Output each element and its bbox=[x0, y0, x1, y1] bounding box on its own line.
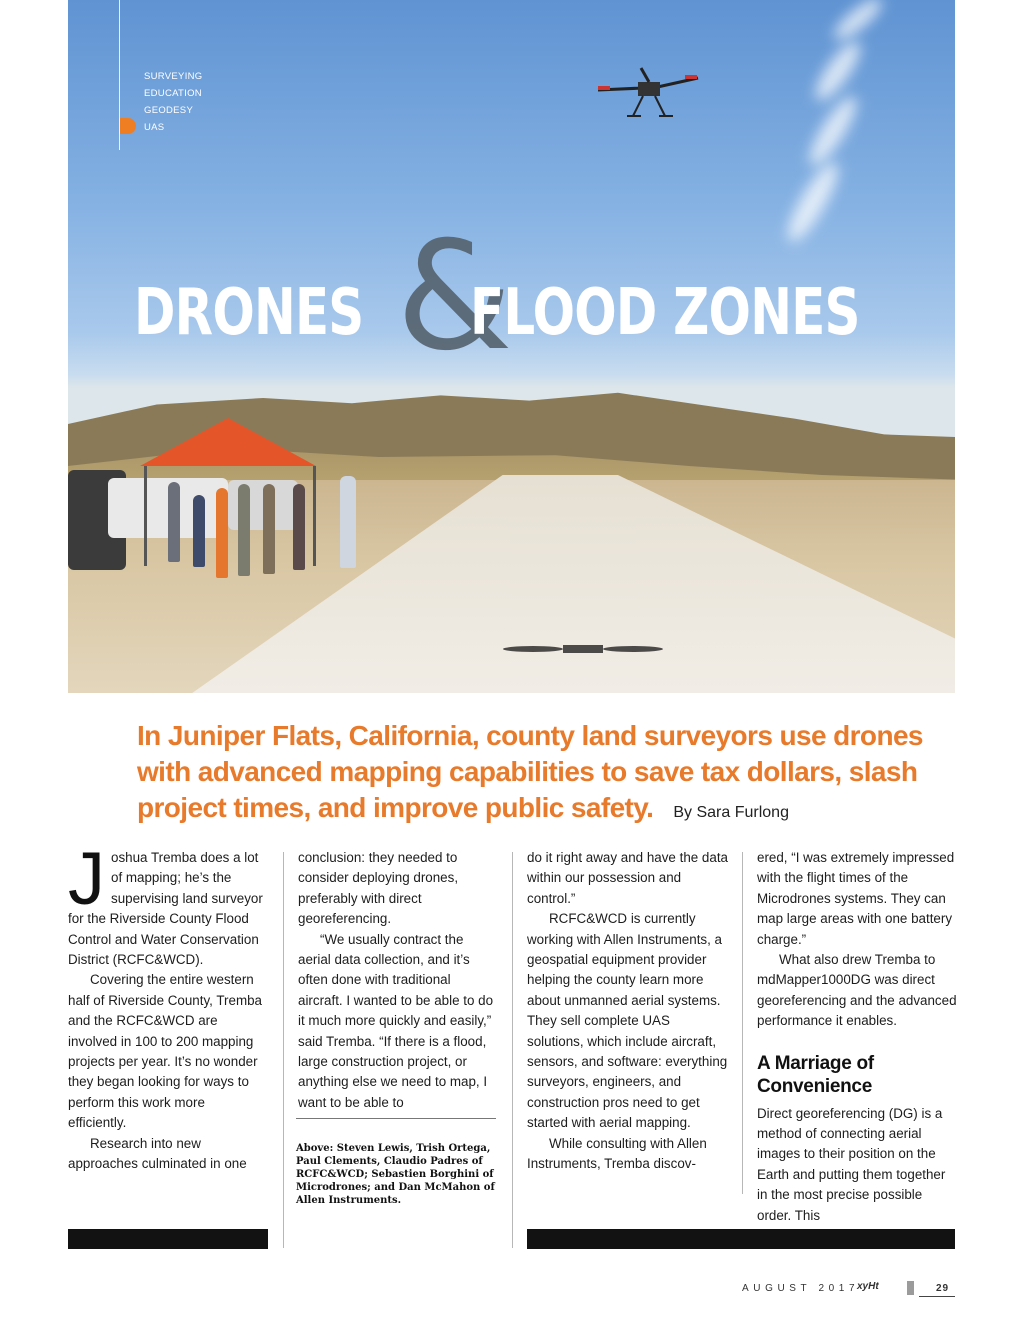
drone-shadow bbox=[503, 640, 663, 658]
person bbox=[193, 495, 205, 567]
paragraph: Covering the entire western half of Riverside County, Tremba and the RCFC&WCD are involved in 100 to 200 mapping projects per year. It’s no wonder they began looking for ways to perform this work more efficiently. bbox=[68, 972, 262, 1131]
article-column-4 bbox=[757, 848, 957, 1226]
cloud bbox=[780, 157, 846, 247]
page-number: 29 bbox=[936, 1283, 950, 1294]
title-drones: DRONES bbox=[134, 276, 364, 350]
paragraph: “We usually contract the aerial data collection, and it’s often done with traditional aircraft. I wanted to be able to do it much more quickly and easily,” said Tremba. “If there is a flood, large construction project, or anything else we need to map, I want to be able to bbox=[298, 931, 494, 1110]
paragraph: conclusion: they needed to consider deploying drones, preferably with direct georeferencing. bbox=[298, 850, 459, 927]
paragraph: oshua Tremba does a lot of mapping; he’s the supervising land surveyor for the Riverside County Flood Control and Water Conservation District (RCFC&WCD). bbox=[68, 850, 263, 968]
section-tag: EDUCATION bbox=[144, 88, 202, 99]
article-title bbox=[134, 210, 894, 384]
person bbox=[216, 488, 228, 578]
paragraph: do it right away and have the data within our possession and control.” bbox=[527, 850, 728, 906]
folio-mark-icon bbox=[907, 1281, 914, 1295]
person bbox=[168, 482, 180, 562]
subheading: A Marriage of Convenience bbox=[757, 1052, 874, 1097]
folio-rule bbox=[919, 1296, 955, 1297]
paragraph: What also drew Tremba to mdMapper1000DG was direct georeferencing and the advanced performance it enables. bbox=[757, 952, 957, 1029]
tent-leg bbox=[144, 466, 147, 566]
hero-photo bbox=[68, 0, 955, 693]
caption-rule bbox=[296, 1118, 496, 1119]
column-rule bbox=[283, 852, 284, 1248]
person bbox=[263, 484, 275, 574]
paragraph: RCFC&WCD is currently working with Allen Instruments, a geospatial equipment provider helping the county learn more about unmanned aerial systems. They sell complete UAS solutions, which include aircraft, sensors, and software: everything surveyors, engineers, and construction pros need to get started with aerial mapping. bbox=[527, 911, 728, 1131]
byline: By Sara Furlong bbox=[673, 804, 789, 821]
title-ampersand: & bbox=[396, 210, 512, 384]
article-column-3 bbox=[527, 848, 729, 1175]
column-rule bbox=[512, 852, 513, 1248]
photo-caption: Above: Steven Lewis, Trish Ortega, Paul Clements, Claudio Padres of RCFC&WCD; Sebastien Borghini of Microdrones; and Dan McMahon of Allen Instruments. bbox=[296, 1143, 495, 1206]
issue-date: AUGUST 2017 bbox=[742, 1283, 860, 1294]
deck-text: In Juniper Flats, California, county land surveyors use drones with advanced mapping capabilities to save tax dollars, slash project times, and improve public safety. bbox=[137, 720, 923, 823]
column-rule bbox=[742, 852, 743, 1194]
paragraph: While consulting with Allen Instruments, Tremba discov- bbox=[527, 1135, 707, 1172]
person bbox=[340, 476, 356, 568]
paragraph: ered, “I was extremely impressed with the flight times of the Microdrones systems. They can map large areas with one battery charge.” bbox=[757, 850, 955, 947]
magazine-logo: xyHt bbox=[857, 1281, 879, 1292]
section-tag: SURVEYING bbox=[144, 71, 203, 82]
black-bar bbox=[68, 1229, 268, 1249]
person bbox=[238, 484, 250, 576]
deck-headline bbox=[137, 718, 927, 831]
section-tags bbox=[144, 68, 203, 136]
section-tag: GEODESY bbox=[144, 105, 194, 116]
cloud bbox=[829, 0, 887, 45]
drop-cap: J bbox=[68, 837, 105, 920]
paragraph: Direct georeferencing (DG) is a method of connecting aerial images to their position on the Earth and putting them together in the most precise possible order. This bbox=[757, 1105, 946, 1223]
article-column-1 bbox=[68, 837, 266, 1175]
title-flood-zones: FLOOD ZONES bbox=[470, 276, 860, 350]
section-tag-active: UAS bbox=[144, 122, 165, 133]
article-column-2 bbox=[298, 848, 496, 1113]
cloud bbox=[809, 36, 867, 106]
section-marker-icon bbox=[120, 118, 136, 134]
drone-icon bbox=[593, 60, 703, 122]
black-bar bbox=[527, 1229, 955, 1249]
cloud bbox=[802, 91, 863, 171]
paragraph: Research into new approaches culminated in one bbox=[68, 1135, 247, 1172]
tent-leg bbox=[313, 466, 316, 566]
person bbox=[293, 484, 305, 570]
